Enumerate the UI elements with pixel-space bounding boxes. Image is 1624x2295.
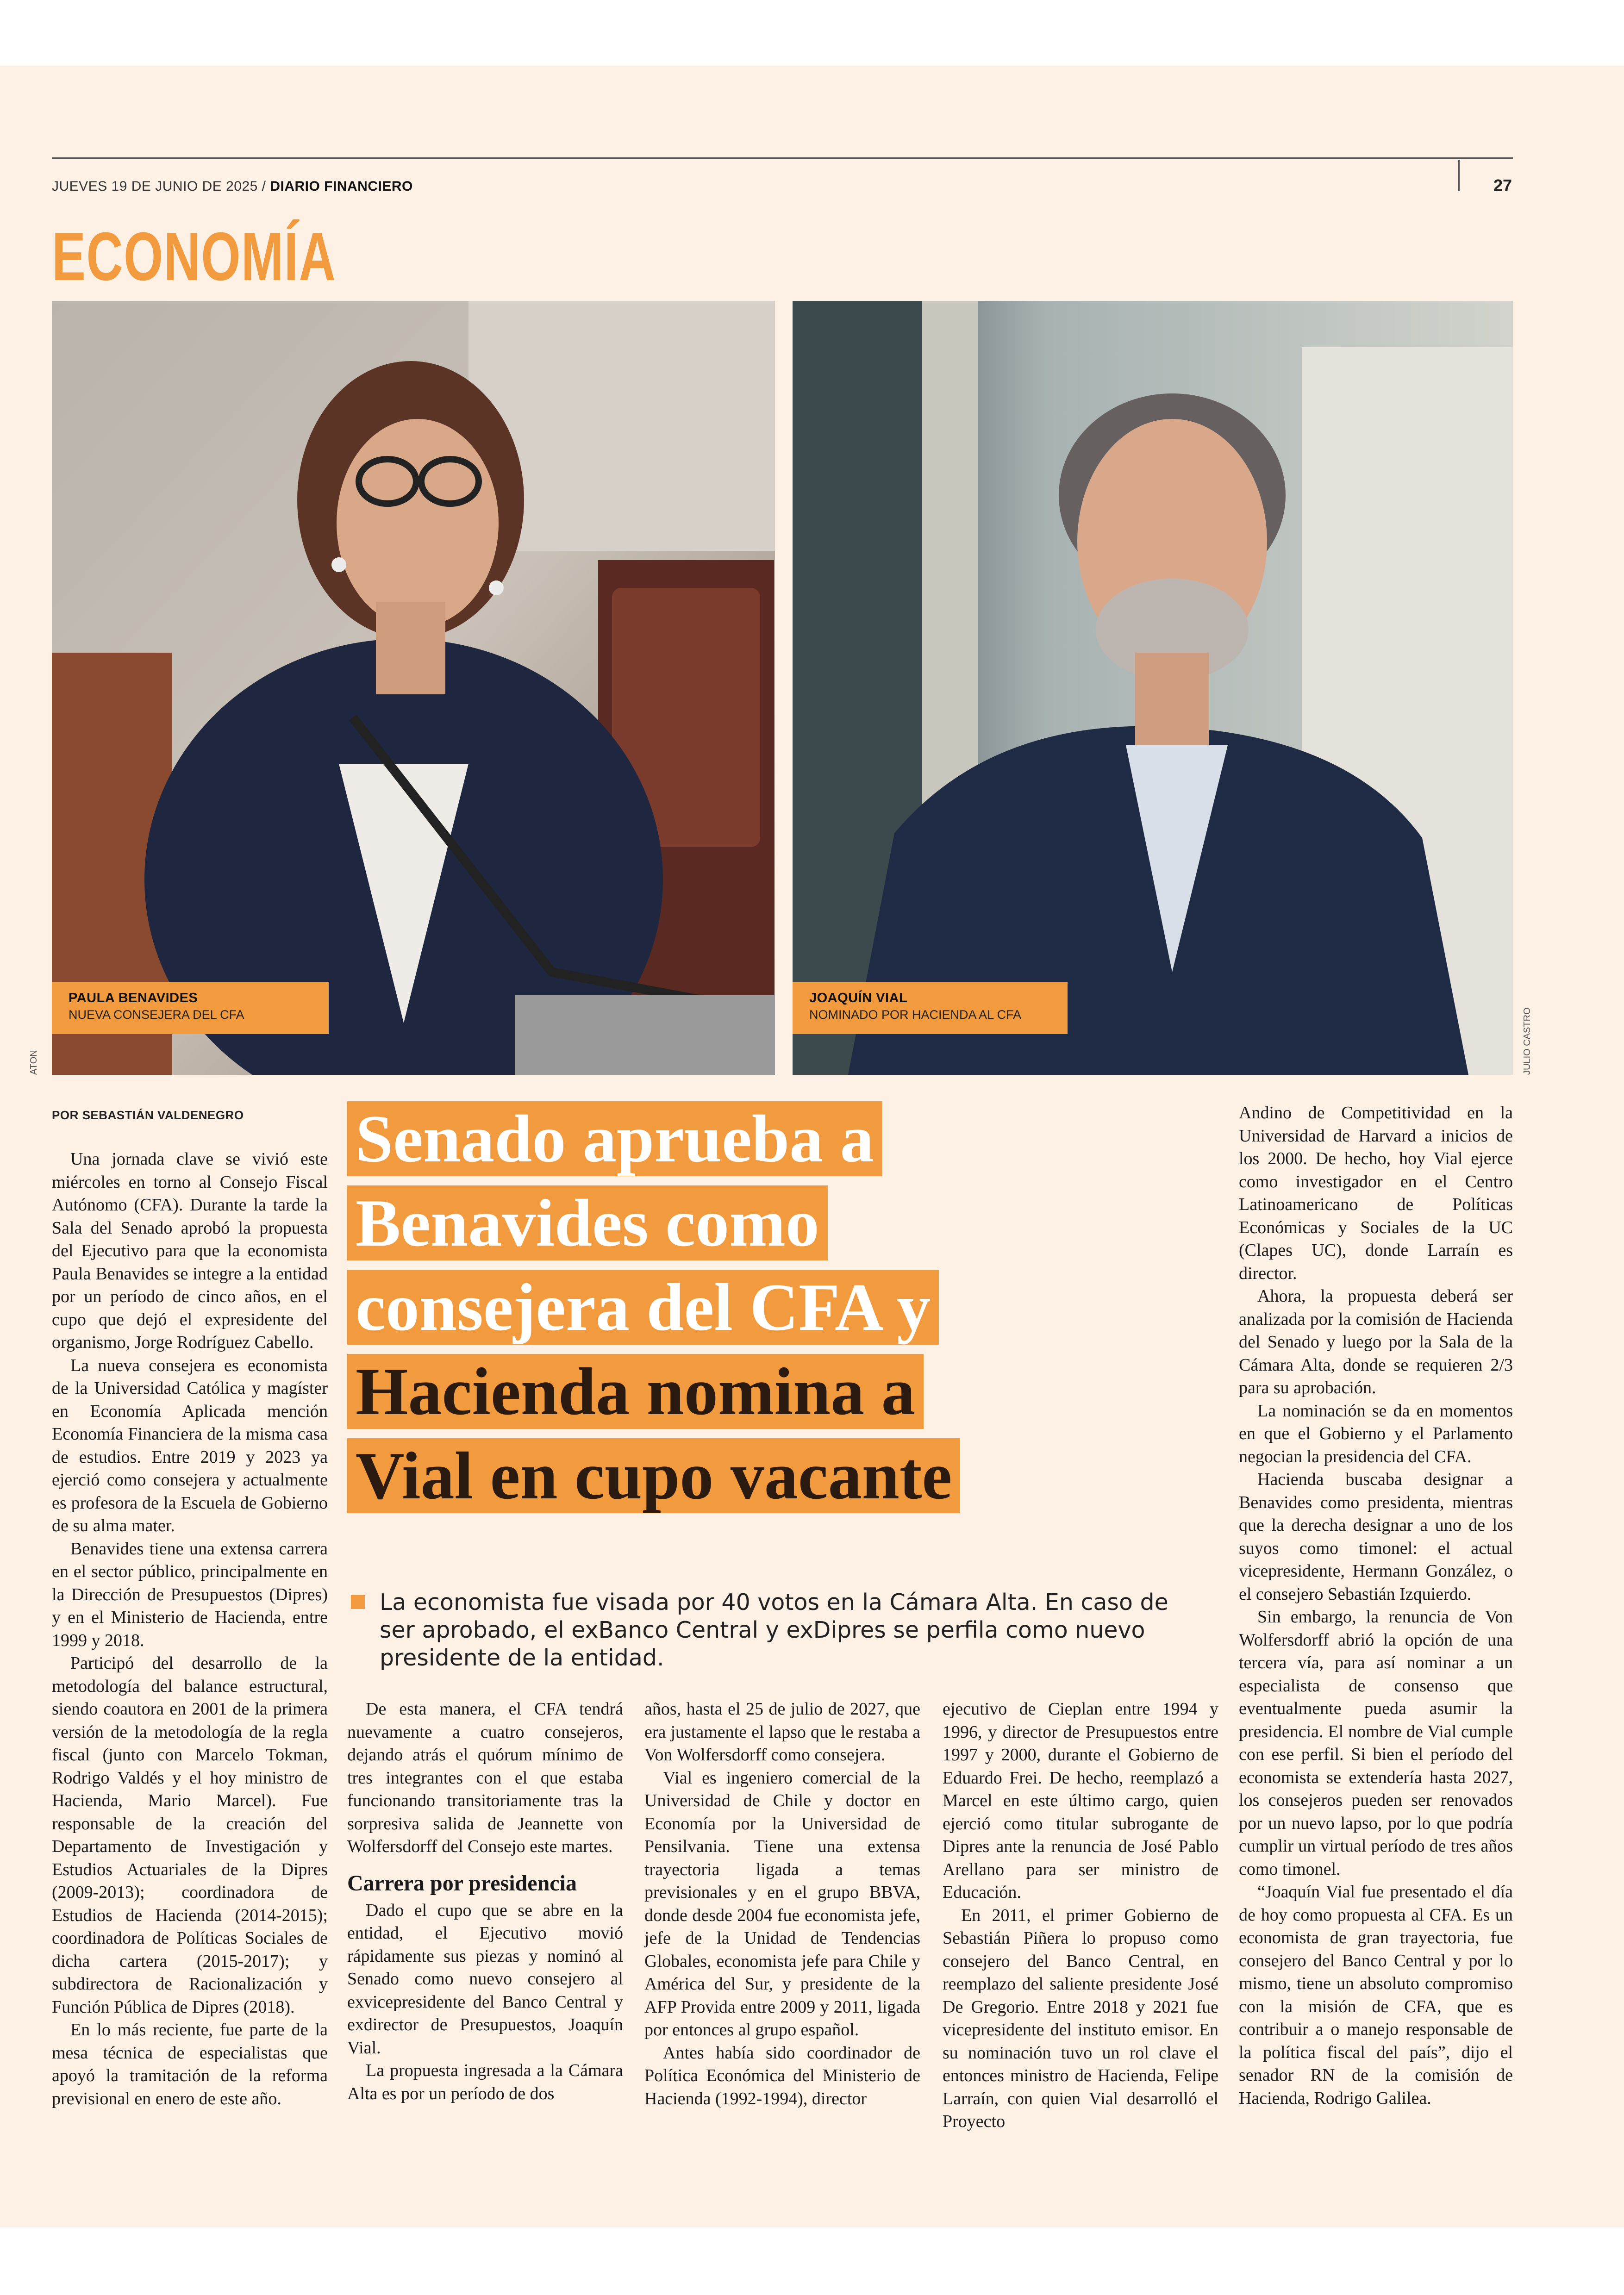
headline-line: Senado aprueba a [347, 1101, 1134, 1177]
paragraph: Ahora, la propuesta deberá ser analizada por la comisión de Hacienda del Senado y luego por la Sala de la Cámara Alta, donde se requieren 2/3 para su aprobación. [1239, 1286, 1513, 1397]
section-title: ECONOMÍA [52, 218, 337, 295]
date-text: JUEVES 19 DE JUNIO DE 2025 / [52, 179, 270, 194]
photo-credit-right: JULIO CASTRO [1522, 1007, 1532, 1075]
paragraph: años, hasta el 25 de julio de 2027, que era justamente el lapso que le restaba a Von Wolfersdorff como consejera. [644, 1699, 920, 1765]
headline [347, 1101, 1134, 1522]
caption-vial [793, 982, 1068, 1034]
paragraph: “Joaquín Vial fue presentado el día de hoy como propuesta al CFA. Es un economista de gran trayectoria, fue consejero del Banco Central y por lo mismo, tiene un absoluto compromiso con la misión de CFA, que es contribuir a o manejo responsable de la política fiscal del país”, dijo el senador RN de la comisión de Hacienda, Rodrigo Galilea. [1239, 1882, 1513, 2108]
newspaper-name: DIARIO FINANCIERO [270, 179, 413, 194]
article-column-2 [347, 1698, 623, 2105]
photo-joaquin-vial [793, 301, 1513, 1075]
paragraph: Vial es ingeniero comercial de la Universidad de Chile y doctor en Economía por la Universidad de Pensilvania. Tiene una extensa trayectoria ligada a temas previsionales y en el grupo BBVA, donde desde 2004 fue economista jefe, jefe de la Unidad de Tendencias Globales, economista jefe para Chile y América del Sur, y presidente de la AFP Provida entre 2009 y 2011, ligada por entonces al grupo español. [644, 1768, 920, 2039]
paragraph: Sin embargo, la renuncia de Von Wolfersdorff abrió la opción de una tercera vía, para así nominar a un especialista de consenso que eventualmente pueda asumir la presidencia. El nombre de Vial cumple con ese perfil. Si bien el período del economista se extendería hasta 2027, los consejeros pueden ser renovados por un nuevo lapso, por lo que podría cumplir un virtual período de tres años como timonel. [1239, 1607, 1513, 1879]
article-column-5 [1239, 1102, 1513, 2110]
paragraph: De esta manera, el CFA tendrá nuevamente a cuatro consejeros, dejando atrás el quórum mínimo de tres integrantes con el que estaba funcionando transitoriamente tras la sorpresiva salida de Jeannette von Wolfersdorff del Consejo este martes. [347, 1699, 623, 1856]
headline-line: Benavides como [347, 1185, 1134, 1261]
paragraph: En 2011, el primer Gobierno de Sebastián Piñera lo propuso como consejero del Banco Central, en reemplazo del saliente presidente José De Gregorio. Entre 2018 y 2021 fue vicepresidente del instituto emisor. En su nominación tuvo un rol clave el entonces ministro de Hacienda, Felipe Larraín, con quien Vial desarrolló el Proyecto [943, 1905, 1218, 2131]
paragraph: Dado el cupo que se abre en la entidad, el Ejecutivo movió rápidamente sus piezas y nominó al Senado como nuevo consejero al exvicepresidente del Banco Central y exdirector de Presupuestos, Joaquín Vial. [347, 1900, 623, 2058]
paragraph: Hacienda buscaba designar a Benavides como presidenta, mientras que la derecha designar a uno de los suyos como timonel: el actual vicepresidente, Hermann González, o el consejero Sebastián Izquierdo. [1239, 1470, 1513, 1604]
paragraph: Benavides tiene una extensa carrera en el sector público, principalmente en la Dirección de Presupuestos (Dipres) y en el Ministerio de Hacienda, entre 1999 y 2018. [52, 1539, 328, 1650]
paragraph: La nominación se da en momentos en que el Gobierno y el Parlamento negocian la presidencia del CFA. [1239, 1401, 1513, 1466]
paragraph: ejecutivo de Cieplan entre 1994 y 1996, y director de Presupuestos entre 1997 y 2000, durante el Gobierno de Eduardo Frei. De hecho, reemplazó a Marcel en este último cargo, quien ejerció como titular subrogante de Dipres ante la renuncia de José Pablo Arellano para ser ministro de Educación. [943, 1699, 1218, 1902]
headline-line: Vial en cupo vacante [347, 1438, 1134, 1514]
dek [351, 1589, 1189, 1672]
headline-line: Hacienda nomina a [347, 1353, 1134, 1429]
paragraph: La nueva consejera es economista de la Universidad Católica y magíster en Economía Aplicada mención Economía Financiera de la misma casa de estudios. Entre 2019 y 2023 ya ejerció como consejera y actualmente es profesora de la Escuela de Gobierno de su alma mater. [52, 1355, 328, 1535]
article-column-3 [644, 1698, 920, 2110]
dateline [52, 179, 413, 194]
photo-credit-left: ATON [29, 1050, 39, 1075]
byline: POR SEBASTIÁN VALDENEGRO [52, 1108, 244, 1122]
paragraph: Participó del desarrollo de la metodología del balance estructural, siendo coautora en 2001 de la primera versión de la metodología de la regla fiscal (junto con Marcelo Tokman, Rodrigo Valdés y el hoy ministro de Hacienda, Mario Marcel). Fue responsable de la creación del Departamento de Investigación y Estudios Actuariales de la Dipres (2009-2013); coordinadora de Estudios de Hacienda (2014-2015); coordinadora de Políticas Sociales de dicha cartera (2015-2017); y subdirectora de Racionalización y Función Pública de Dipres (2018). [52, 1653, 328, 2017]
page-number: 27 [1493, 176, 1512, 195]
caption-benavides [52, 982, 329, 1034]
paragraph: En lo más reciente, fue parte de la mesa técnica de especialistas que apoyó la tramitación de la reforma previsional en enero de este año. [52, 2020, 328, 2108]
caption-role: NOMINADO POR HACIENDA AL CFA [809, 1008, 1022, 1022]
bullet-square [351, 1595, 365, 1609]
photo-paula-benavides [52, 301, 775, 1075]
caption-name: PAULA BENAVIDES [69, 991, 198, 1005]
paragraph: Una jornada clave se vivió este miércoles en torno al Consejo Fiscal Autónomo (CFA). Durante la tarde la Sala del Senado aprobó la propuesta del Ejecutivo para que la economista Paula Benavides se integre a la entidad por un período de cinco años, en el cupo que dejó el expresidente del organismo, Jorge Rodríguez Cabello. [52, 1149, 328, 1352]
header-rule [52, 157, 1513, 159]
subhead: Carrera por presidencia [347, 1871, 577, 1896]
header-divider [1458, 160, 1460, 191]
paragraph: La propuesta ingresada a la Cámara Alta es por un período de dos [347, 2061, 623, 2103]
article-column-1 [52, 1148, 328, 2110]
caption-name: JOAQUÍN VIAL [809, 991, 908, 1005]
headline-line: consejera del CFA y [347, 1269, 1134, 1345]
dek-text: La economista fue visada por 40 votos en la Cámara Alta. En caso de ser aprobado, el exBanco Central y exDipres se perfila como nuevo presidente de la entidad. [380, 1589, 1168, 1671]
paragraph: Andino de Competitividad en la Universidad de Harvard a inicios de los 2000. De hecho, hoy Vial ejerce como investigador en el Centro Latinoamericano de Políticas Económicas y Sociales de la UC (Clapes UC), donde Larraín es director. [1239, 1103, 1513, 1283]
caption-role: NUEVA CONSEJERA DEL CFA [69, 1008, 244, 1022]
paragraph: Antes había sido coordinador de Política Económica del Ministerio de Hacienda (1992-1994), director [644, 2043, 920, 2108]
article-column-4 [943, 1698, 1218, 2133]
